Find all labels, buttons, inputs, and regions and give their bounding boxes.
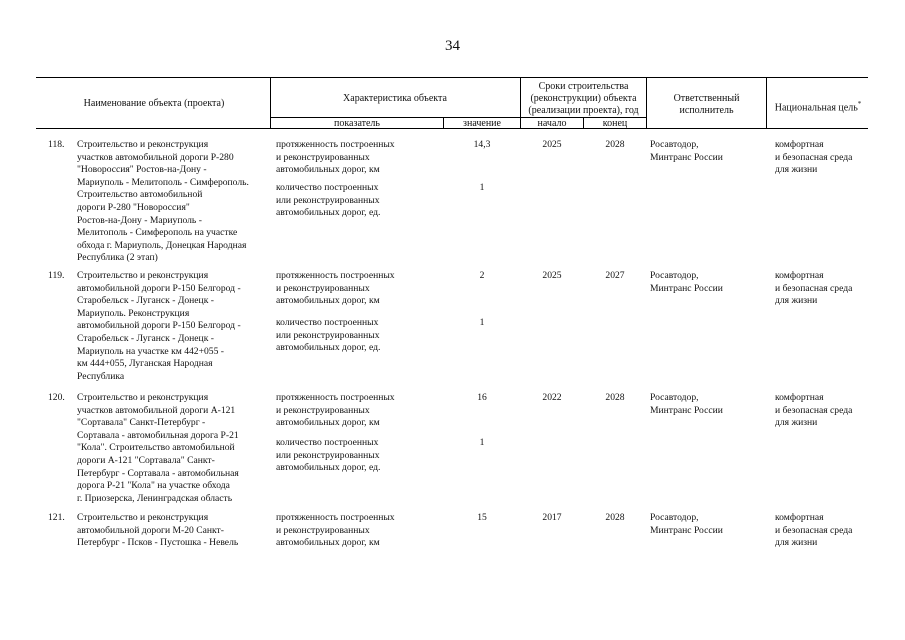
start-year: 2025 — [542, 139, 562, 150]
object-name: Строительство и реконструкция участков автомобильной дороги Р-280 "Новороссия" Ростов-на-Дону - Мариуполь - Мелитополь - Симферополь. Строительство автомобильной дороги Р-280 "Новороссия" Ростов-на-Дону - Мариуполь - Мелитополь - Симферополь на участке обхода г. Мариуполь, Донецкая Народная Республика (2 этап) — [77, 139, 249, 264]
end-year: 2027 — [605, 270, 625, 281]
column-header-goal — [768, 98, 868, 114]
national-goal: комфортная и безопасная среда для жизни — [775, 270, 853, 307]
row-number: 119. — [48, 270, 65, 281]
footnote-mark: * — [857, 100, 862, 108]
column-header-executor: Ответственный исполнитель — [673, 93, 740, 116]
header-separator — [520, 77, 521, 128]
table-top-rule — [36, 77, 868, 78]
header-separator — [443, 117, 444, 128]
executor: Росавтодор, Минтранс России — [650, 392, 723, 416]
object-name: Строительство и реконструкция автомобильной дороги М-20 Санкт- Петербург - Псков - Пустошка - Невель — [77, 512, 239, 549]
executor: Росавтодор, Минтранс России — [650, 270, 723, 294]
executor: Росавтодор, Минтранс России — [650, 139, 723, 163]
column-header-terms: Сроки строительства (реконструкции) объекта (реализации проекта), год — [528, 81, 639, 116]
column-header-value: значение — [463, 118, 501, 129]
national-goal: комфортная и безопасная среда для жизни — [775, 392, 853, 429]
goal-label: Национальная цель — [774, 102, 858, 114]
column-header-indicator: показатель — [334, 118, 380, 129]
national-goal: комфортная и безопасная среда для жизни — [775, 512, 853, 549]
indicator-length: протяженность построенных и реконструированных автомобильных дорог, км — [276, 139, 395, 176]
value-length: 14,3 — [473, 139, 491, 150]
value-count: 1 — [479, 317, 485, 328]
row-number: 120. — [48, 392, 65, 403]
value-count: 1 — [479, 437, 485, 448]
value-count: 1 — [479, 182, 485, 193]
indicator-length: протяженность построенных и реконструированных автомобильных дорог, км — [276, 512, 395, 549]
indicator-count: количество построенных или реконструированных автомобильных дорог, ед. — [276, 317, 381, 354]
column-header-end: конец — [602, 118, 628, 129]
start-year: 2017 — [542, 512, 562, 523]
column-header-name: Наименование объекта (проекта) — [83, 98, 225, 109]
row-number: 121. — [48, 512, 65, 523]
indicator-length: протяженность построенных и реконструированных автомобильных дорог, км — [276, 392, 395, 429]
header-separator — [646, 77, 647, 128]
national-goal: комфортная и безопасная среда для жизни — [775, 139, 853, 176]
start-year: 2022 — [542, 392, 562, 403]
indicator-count: количество построенных или реконструированных автомобильных дорог, ед. — [276, 437, 381, 474]
column-header-start: начало — [537, 118, 567, 129]
value-length: 15 — [477, 512, 487, 523]
row-number: 118. — [48, 139, 65, 150]
indicator-count: количество построенных или реконструированных автомобильных дорог, ед. — [276, 182, 381, 219]
header-separator — [766, 77, 767, 128]
executor: Росавтодор, Минтранс России — [650, 512, 723, 536]
end-year: 2028 — [605, 392, 625, 403]
indicator-length: протяженность построенных и реконструированных автомобильных дорог, км — [276, 270, 395, 307]
end-year: 2028 — [605, 512, 625, 523]
end-year: 2028 — [605, 139, 625, 150]
column-header-characteristic: Характеристика объекта — [343, 93, 447, 104]
page-number: 34 — [445, 38, 460, 54]
header-separator — [270, 77, 271, 128]
value-length: 2 — [479, 270, 485, 281]
object-name: Строительство и реконструкция участков автомобильной дороги А-121 "Сортавала" Санкт-Петербург - Сортавала - автомобильная дорога Р-21 "Кола". Строительство автомобильной дороги А-121 "Сортавала" Санкт- Петербург - Сортавала - автомобильная дорога Р-21 "Кола" на участке обхода г. Приозерска, Ленинградская область — [77, 392, 239, 504]
start-year: 2025 — [542, 270, 562, 281]
header-separator — [583, 117, 584, 128]
object-name: Строительство и реконструкция автомобильной дороги Р-150 Белгород - Старобельск - Луганск - Донецк - Мариуполь. Реконструкция автомобильной дороги Р-150 Белгород - Старобельск - Луганск - Донецк - Мариуполь на участке км 442+055 - км 444+055, Луганская Народная Республика — [77, 270, 241, 382]
value-length: 16 — [477, 392, 487, 403]
